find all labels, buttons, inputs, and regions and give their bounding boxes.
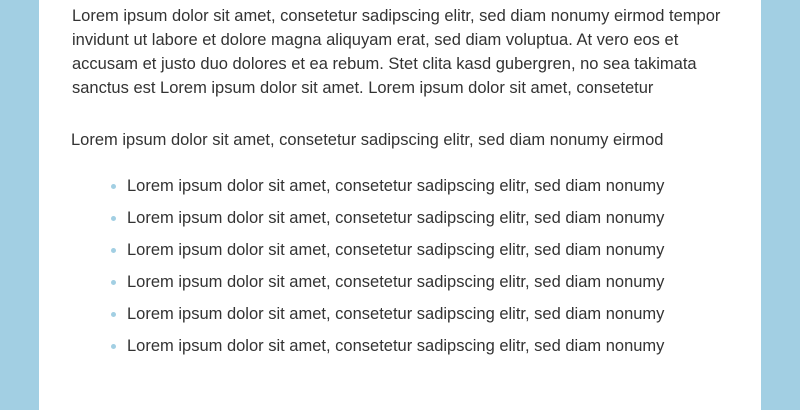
list-item [127,238,732,270]
list-item-text: Lorem ipsum dolor sit amet, consetetur sadipscing elitr, sed diam nonumy [127,241,665,259]
list-item [127,334,732,366]
list-item-text: Lorem ipsum dolor sit amet, consetetur sadipscing elitr, sed diam nonumy [127,273,665,291]
paragraph-2: Lorem ipsum dolor sit amet, consetetur sadipscing elitr, sed diam nonumy eirmod [71,131,664,149]
bullet-icon [111,312,116,317]
list-item-text: Lorem ipsum dolor sit amet, consetetur sadipscing elitr, sed diam nonumy [127,209,665,227]
bullet-list [72,174,732,366]
list-item [127,270,732,302]
bullet-icon [111,216,116,221]
bullet-icon [111,184,116,189]
list-item-text: Lorem ipsum dolor sit amet, consetetur sadipscing elitr, sed diam nonumy [127,337,665,355]
list-item [127,174,732,206]
document-page [39,0,761,410]
list-item-text: Lorem ipsum dolor sit amet, consetetur sadipscing elitr, sed diam nonumy [127,305,665,323]
list-item [127,206,732,238]
bullet-icon [111,248,116,253]
paragraph-1: Lorem ipsum dolor sit amet, consetetur sadipscing elitr, sed diam nonumy eirmod tempor invidunt ut labore et dolore magna aliquyam erat, sed diam voluptua. At vero eos et accusam et justo duo dolores et ea rebum. Stet clita kasd gubergren, no sea takimata sanctus est Lorem ipsum dolor sit amet. Lorem ipsum dolor sit amet, consetetur [72,7,721,97]
list-item-text: Lorem ipsum dolor sit amet, consetetur sadipscing elitr, sed diam nonumy [127,177,665,195]
document-content [72,4,732,366]
bullet-icon [111,280,116,285]
bullet-icon [111,344,116,349]
list-item [127,302,732,334]
